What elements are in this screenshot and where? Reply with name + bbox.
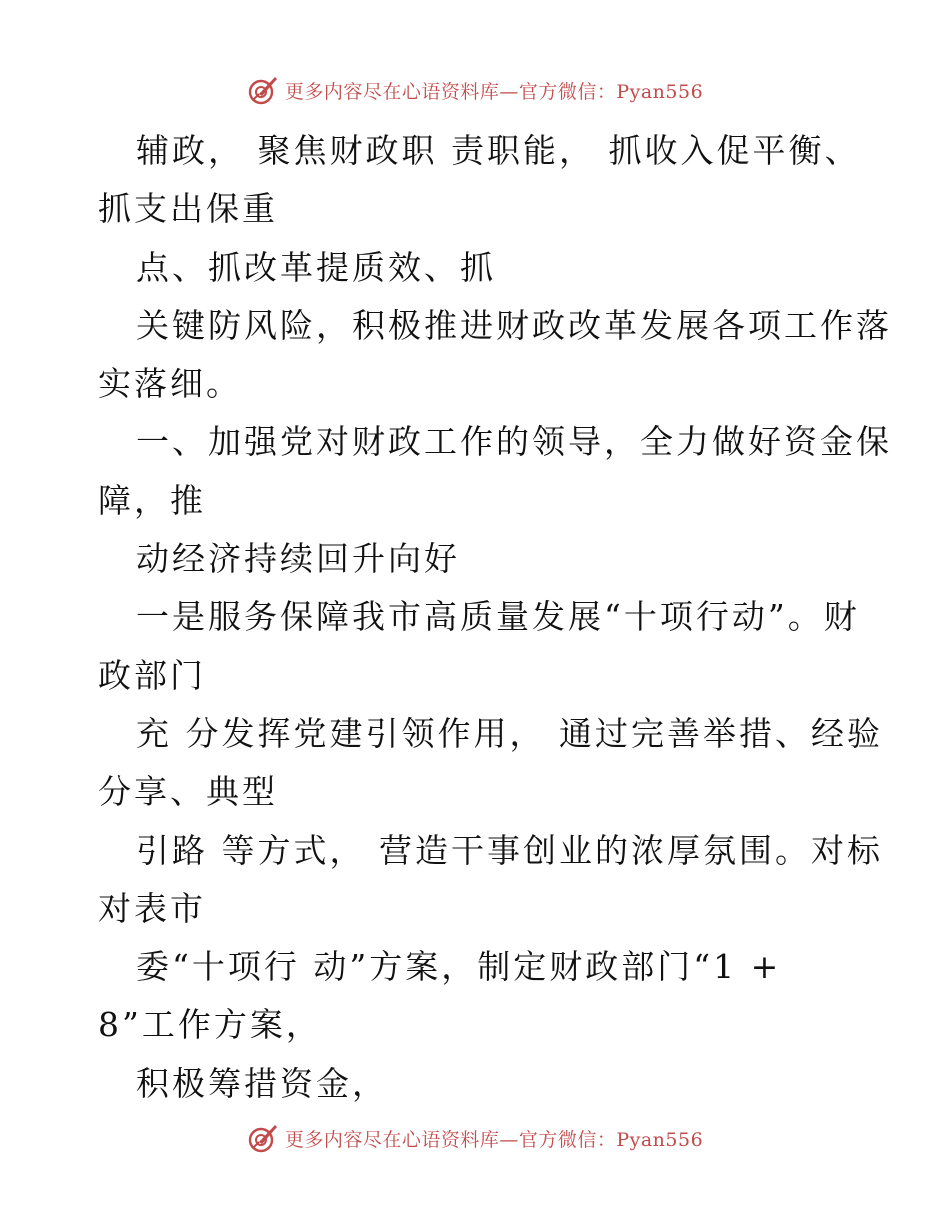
text-line: 积极筹措资金，	[136, 1063, 388, 1103]
text-line: 抓支出保重	[98, 189, 278, 229]
watermark-footer	[0, 1118, 950, 1158]
text-line: 对表市	[98, 888, 206, 928]
watermark-header	[0, 70, 950, 110]
text-line: 实落细。	[98, 364, 242, 404]
text-line: 8”工作方案，	[98, 1005, 322, 1045]
document-body	[98, 122, 892, 1113]
text-line: 委“十项行 动”方案，制定财政部门“1 +	[136, 947, 782, 987]
text-line: 政部门	[98, 655, 206, 695]
text-line: 一是服务保障我市高质量发展“十项行动”。财	[136, 597, 860, 637]
watermark-text: 更多内容尽在心语资料库—官方微信：Pyan556	[284, 80, 704, 103]
text-line: 引路 等方式， 营造干事创业的浓厚氛围。对标	[136, 830, 883, 870]
text-line: 分享、典型	[98, 772, 278, 812]
text-line: 关键防风险，积极推进财政改革发展各项工作落	[136, 305, 892, 345]
text-line: 辅政， 聚焦财政职 责职能， 抓收入促平衡、	[136, 131, 861, 170]
text-line: 点、抓改革提质效、抓	[136, 247, 496, 287]
feather-pen-icon	[247, 1122, 279, 1154]
text-line: 动经济持续回升向好	[136, 539, 460, 579]
text-line: 障，推	[98, 480, 206, 520]
text-line: 充 分发挥党建引领作用， 通过完善举措、经验	[136, 713, 883, 753]
text-line: 一、加强党对财政工作的领导，全力做好资金保	[136, 422, 892, 462]
watermark-text: 更多内容尽在心语资料库—官方微信：Pyan556	[284, 1128, 704, 1151]
feather-pen-icon	[247, 74, 279, 106]
